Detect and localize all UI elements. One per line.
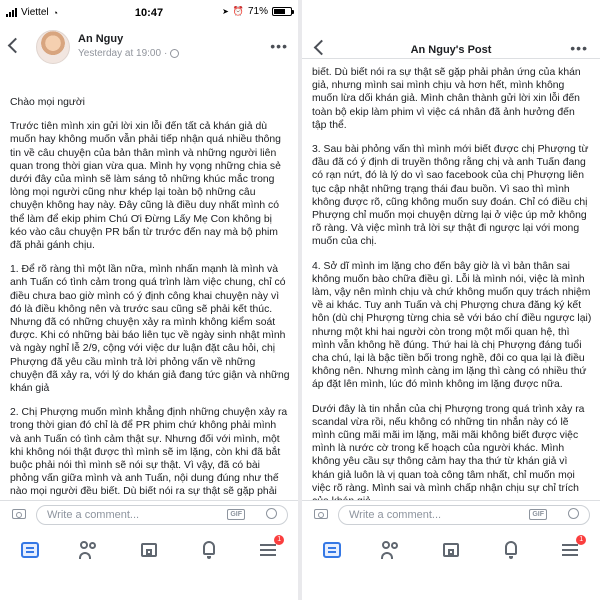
menu-badge: 1 bbox=[274, 535, 284, 545]
tab-bar bbox=[0, 530, 298, 570]
nav-header bbox=[302, 0, 600, 59]
status-bar bbox=[0, 0, 298, 24]
tab-marketplace[interactable] bbox=[137, 538, 161, 562]
carrier-name: Viettel bbox=[21, 7, 49, 18]
post-body-clip bbox=[302, 66, 600, 514]
tab-notifications[interactable] bbox=[197, 538, 221, 562]
tab-menu[interactable] bbox=[256, 538, 280, 562]
camera-icon[interactable] bbox=[12, 509, 26, 519]
camera-icon[interactable] bbox=[314, 509, 328, 519]
menu-icon bbox=[260, 544, 276, 546]
paragraph: biết. Dù biết nói ra sự thật sẽ gặp phải phản ứng của khán giả, nhưng mình sai mình chịu và hơn hết, mình không muốn lừa dối khán giả. Mình chân thành gửi lời xin lỗi đến toàn bộ ekip làm phim vì việc cá nhân đã ảnh hưởng đến tập thể. bbox=[312, 67, 581, 131]
post-timestamp[interactable]: Yesterday at 19:00 bbox=[78, 48, 162, 59]
paragraph: Chào mọi người bbox=[10, 97, 85, 108]
tab-news-feed[interactable] bbox=[18, 538, 42, 562]
marketplace-icon bbox=[141, 543, 157, 557]
comment-placeholder: Write a comment... bbox=[47, 509, 140, 521]
gif-icon[interactable]: GIF bbox=[227, 509, 245, 520]
menu-icon bbox=[562, 544, 578, 546]
bell-icon bbox=[203, 541, 215, 555]
location-icon: ➤ bbox=[222, 7, 229, 16]
comment-placeholder: Write a comment... bbox=[349, 509, 442, 521]
friends-icon bbox=[382, 541, 390, 549]
post-meta bbox=[78, 48, 179, 59]
gif-icon[interactable]: GIF bbox=[529, 509, 547, 520]
marketplace-icon bbox=[443, 543, 459, 557]
alarm-icon: ⏰ bbox=[232, 6, 244, 16]
post-body bbox=[10, 96, 290, 514]
wifi-icon: ◔ bbox=[52, 7, 59, 18]
paragraph: 1. Để rõ ràng thì một lần nữa, mình nhấn mạnh là mình và anh Tuấn có tình cảm trong quá trình làm việc chung, chỉ có điều chưa bao giờ mình có ý định công khai chuyện này vì đó là điều không nên và trước sau cũng sẽ phải kết thúc. Nhưng đã có những chuyện xảy ra mình không kiểm soát được. Khi có những bài báo liên tục về ngày sinh nhật mình và ngày nghỉ lễ 2/9, cộng với việc dư luận đặt câu hỏi, chị Phượng đã yêu cầu mình trả lời phỏng vấn về những chuyện đã xảy ra, với lý do khán giả đang tức giận và những khán giả bbox=[10, 264, 290, 395]
comment-bar bbox=[302, 500, 600, 531]
emoji-icon[interactable] bbox=[568, 508, 579, 519]
avatar[interactable] bbox=[36, 30, 70, 64]
paragraph: Trước tiên mình xin gửi lời xin lỗi đến tất cả khán giả dù muốn hay không muốn vẫn phải tiếp nhận quá nhiều thông tin về câu chuyện của bản thân mình và những người liên quan trong thời gian vừa qua. Mình hy vọng những chia sẻ dưới đây của mình sẽ làm sáng tỏ những khúc mắc trong lòng mọi người cũng như khép lại toàn bộ những câu chuyện không hay này. Đây cũng là điều duy nhất mình có thể làm để ekip phim Chú Ơi Đừng Lấy Mẹ Con không bị kéo vào câu chuyện PR bẩn từ trước đến nay mà bộ phim đã phải gánh chịu. bbox=[10, 121, 281, 252]
status-indicators bbox=[222, 6, 292, 17]
paragraph: Dưới đây là tin nhắn của chị Phượng trong quá trình xảy ra scandal vừa rồi, nếu không có những tin nhắn này có lẽ mình cũng mãi mãi im lặng, mãi mãi không biết được việc mình là nước cờ trong kế hoạch của người khác. Mình không yêu cầu sự thông cảm hay tha thứ từ khán giả vì khán giả luôn là vị quan toà công tâm nhất, chỉ muốn mọi việc rõ ràng. Mình sai và mình chấp nhận chịu sự chỉ trích bbox=[312, 403, 585, 494]
back-chevron-icon[interactable] bbox=[8, 38, 24, 54]
dot-separator: · bbox=[164, 48, 168, 59]
emoji-icon[interactable] bbox=[266, 508, 277, 519]
post-body bbox=[312, 66, 592, 514]
paragraph: 4. Sở dĩ mình im lặng cho đến bây giờ là vì bản thân sai không muốn bào chữa điều gì. Lỗi là mình nói, việc là mình làm, vậy nên mình chịu và chứ không muốn quy trách nhiệm về ai khác. Tuy anh Tuấn và chị Phượng chưa đăng ký kết hôn (dù chị Phượng từng chia sẻ với báo chí điều ngược lại) nhưng một khi hai người còn trong một mối quan hệ, thì mình vẫn không hề đúng. Thứ hai là chị Phượng đáng tuổi cha chú, lại là bậc tiền bối trong nghề, đôi co qua lại là điều không nên. Nhưng mình càng im lặng thì càng có nhiều thứ áp đặt lên mình, lúc đó mình không im lặng được nữa. bbox=[312, 260, 592, 391]
post-body-clip bbox=[0, 96, 298, 514]
left-post-screen bbox=[0, 0, 298, 600]
comment-input[interactable] bbox=[338, 505, 590, 525]
nav-title: An Nguy's Post bbox=[410, 44, 492, 56]
tab-notifications[interactable] bbox=[499, 538, 523, 562]
comment-bar bbox=[0, 500, 298, 531]
tab-news-feed[interactable] bbox=[320, 538, 344, 562]
news-feed-icon bbox=[323, 542, 341, 558]
right-post-screen bbox=[302, 0, 600, 600]
tab-friends[interactable] bbox=[379, 538, 403, 562]
more-options-icon[interactable]: ••• bbox=[570, 40, 588, 56]
post-header bbox=[0, 24, 298, 76]
globe-icon bbox=[170, 49, 179, 58]
tab-bar bbox=[302, 530, 600, 570]
battery-percent: 71% bbox=[247, 6, 268, 17]
battery-icon bbox=[272, 7, 292, 16]
post-author[interactable]: An Nguy bbox=[78, 33, 124, 45]
news-feed-icon bbox=[21, 542, 39, 558]
comment-input[interactable] bbox=[36, 505, 288, 525]
tab-friends[interactable] bbox=[77, 538, 101, 562]
paragraph: 3. Sau bài phỏng vấn thì mình mới biết được chị Phượng từ đầu đã có ý định di truyền thông rằng chị và anh Tuấn đang có rạn nứt, đó là lý do vì sao facebook của chị Phượng liên tục cập nhật những trạng thái đau buồn. Vì sao thì mình không được rõ, cũng không muốn suy đoán. Chỉ có điều chị Phượng chỉ muốn mọi chuyện dừng lại ở việc úp mở không rõ ràng. Và việc mình trả lời sự thật đi ngược lại với mong muốn của chị. bbox=[312, 144, 589, 248]
bell-icon bbox=[505, 541, 517, 555]
friends-icon bbox=[80, 541, 88, 549]
paragraph: 2. Chị Phượng muốn mình khẳng định những chuyện xảy ra trong thời gian đó chỉ là để PR phim chứ không phải mình và anh Tuấn có tình cảm thật sự. Nhưng đối với mình, một khi không nói thật được thì mình sẽ im lặng, còn khi đã bắt buộc phải nói thì mình sẽ nói sự thật. Vì vậy, đã có bài phỏng vấn giữa mình và anh Tuấn, nội dung đúng như thế nào mọi người đều biết. Dù biết nói ra sự thật sẽ gặp phải bbox=[10, 407, 288, 498]
status-time: 10:47 bbox=[134, 7, 164, 19]
more-options-icon[interactable]: ••• bbox=[270, 38, 288, 54]
tab-marketplace[interactable] bbox=[439, 538, 463, 562]
tab-menu[interactable] bbox=[558, 538, 582, 562]
menu-badge: 1 bbox=[576, 535, 586, 545]
